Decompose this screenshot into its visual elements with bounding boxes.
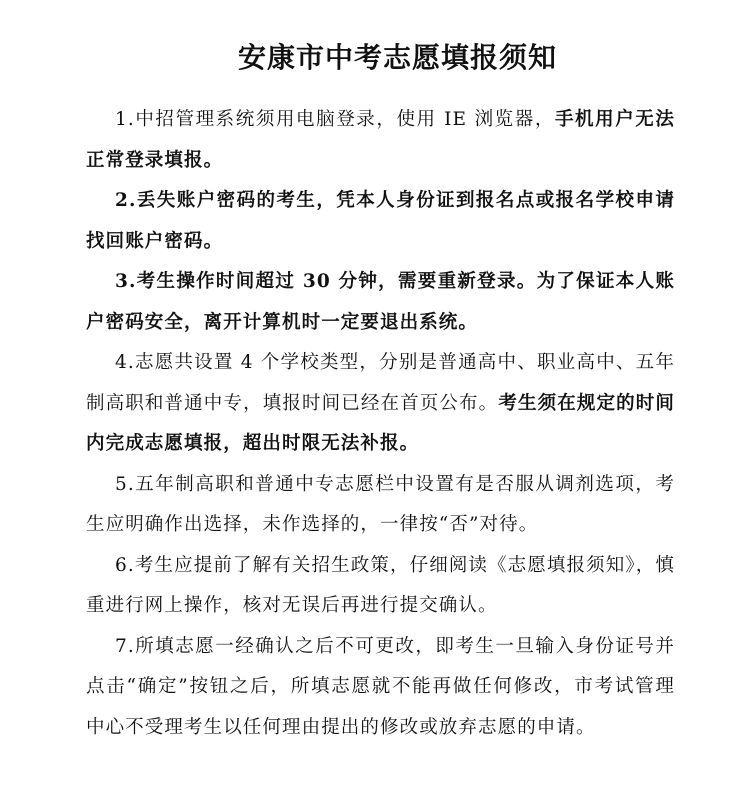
notice-item-6 <box>86 546 675 627</box>
page-title: 安康市中考志愿填报须知 <box>237 41 557 74</box>
notice-item-1-text: 1.中招管理系统须用电脑登录，使用 IE 浏览器， <box>115 109 555 130</box>
notice-item-2 <box>86 181 675 262</box>
notice-item-7-text: 7.所填志愿一经确认之后不可更改，即考生一旦输入身份证号并点击“确定”按钮之后，所填志愿就不能再做任何修改，市考试管理中心不受理考生以任何理由提出的修改或放弃志愿的申请。 <box>86 635 675 738</box>
notice-item-6-text: 6.考生应提前了解有关招生政策，仔细阅读《志愿填报须知》，慎重进行网上操作，核对无误后再进行提交确认。 <box>86 554 675 616</box>
notice-item-1 <box>86 100 675 181</box>
notice-item-4-text: 4.志愿共设置 4 个学校类型，分别是普通高中、职业高中、五年制高职和普通中专，填报时间已经在首页公布。 <box>86 352 675 414</box>
notice-item-3-emphasis: 3.考生操作时间超过 30 分钟，需要重新登录。为了保证本人账户密码安全，离开计算机时一定要退出系统。 <box>86 271 675 333</box>
notice-item-4-emphasis: 考生须在规定的时间内完成志愿填报，超出时限无法补报。 <box>86 392 676 454</box>
notice-item-1-emphasis: 手机用户无法正常登录填报。 <box>86 109 675 171</box>
notice-item-3 <box>86 262 675 343</box>
notice-item-2-emphasis: 2.丢失账户密码的考生，凭本人身份证到报名点或报名学校申请找回账户密码。 <box>86 190 675 252</box>
notice-item-7 <box>86 627 675 749</box>
notice-item-5-text: 5.五年制高职和普通中专志愿栏中设置有是否服从调剂选项，考生应明确作出选择，未作选择的，一律按“否”对待。 <box>86 473 675 535</box>
notice-item-5 <box>86 465 675 546</box>
notice-item-4 <box>86 343 675 465</box>
